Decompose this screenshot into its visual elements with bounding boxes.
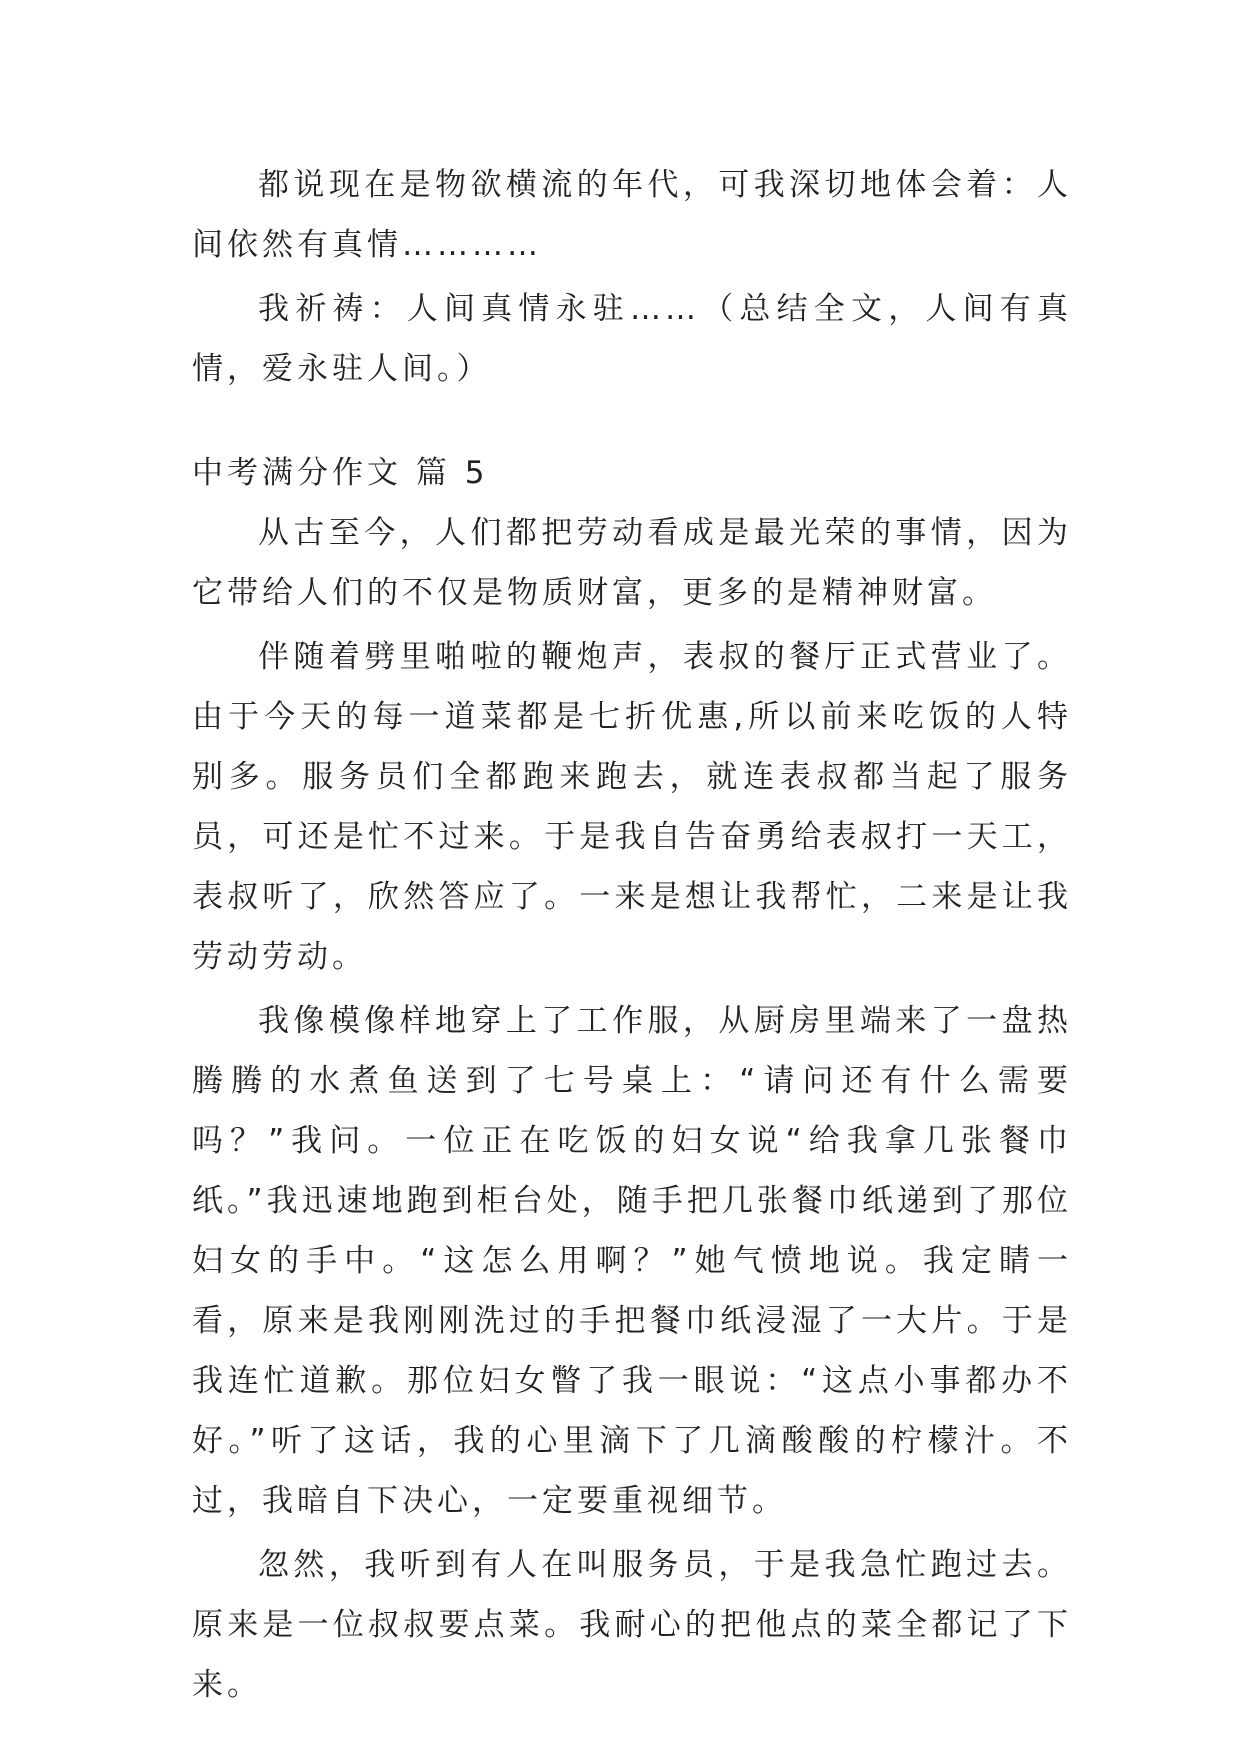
document-body (192, 155, 1072, 1715)
paragraph-3: 我像模像样地穿上了工作服，从厨房里端来了一盘热腾腾的水煮鱼送到了七号桌上：“请问还有什么需要吗？”我问。一位正在吃饭的妇女说“给我拿几张餐巾纸。”我迅速地跑到柜台处，随手把几张餐巾纸递到了那位妇女的手中。“这怎么用啊？”她气愤地说。我定睛一看，原来是我刚刚洗过的手把餐巾纸浸湿了一大片。于是我连忙道歉。那位妇女瞥了我一眼说：“这点小事都办不好。”听了这话，我的心里滴下了几滴酸酸的柠檬汁。不过，我暗自下决心，一定要重视细节。 (192, 1003, 1072, 1519)
section-spacer (192, 399, 1072, 443)
paragraph-intro-2: 我祈祷：人间真情永驻……（总结全文，人间有真情，爱永驻人间。） (192, 291, 1072, 387)
paragraph-intro-1: 都说现在是物欲横流的年代，可我深切地体会着：人间依然有真情………… (192, 167, 1072, 263)
paragraph-1: 从古至今，人们都把劳动看成是最光荣的事情，因为它带给人们的不仅是物质财富，更多的是精神财富。 (192, 515, 1072, 611)
paragraph-4: 忽然，我听到有人在叫服务员，于是我急忙跑过去。原来是一位叔叔要点菜。我耐心的把他点的菜全都记了下来。 (192, 1547, 1072, 1703)
paragraph-2: 伴随着劈里啪啦的鞭炮声，表叔的餐厅正式营业了。由于今天的每一道菜都是七折优惠,所以前来吃饭的人特别多。服务员们全都跑来跑去，就连表叔都当起了服务员，可还是忙不过来。于是我自告奋勇给表叔打一天工，表叔听了，欣然答应了。一来是想让我帮忙，二来是让我劳动劳动。 (192, 639, 1072, 975)
section-title: 中考满分作文 篇 5 (192, 455, 489, 491)
